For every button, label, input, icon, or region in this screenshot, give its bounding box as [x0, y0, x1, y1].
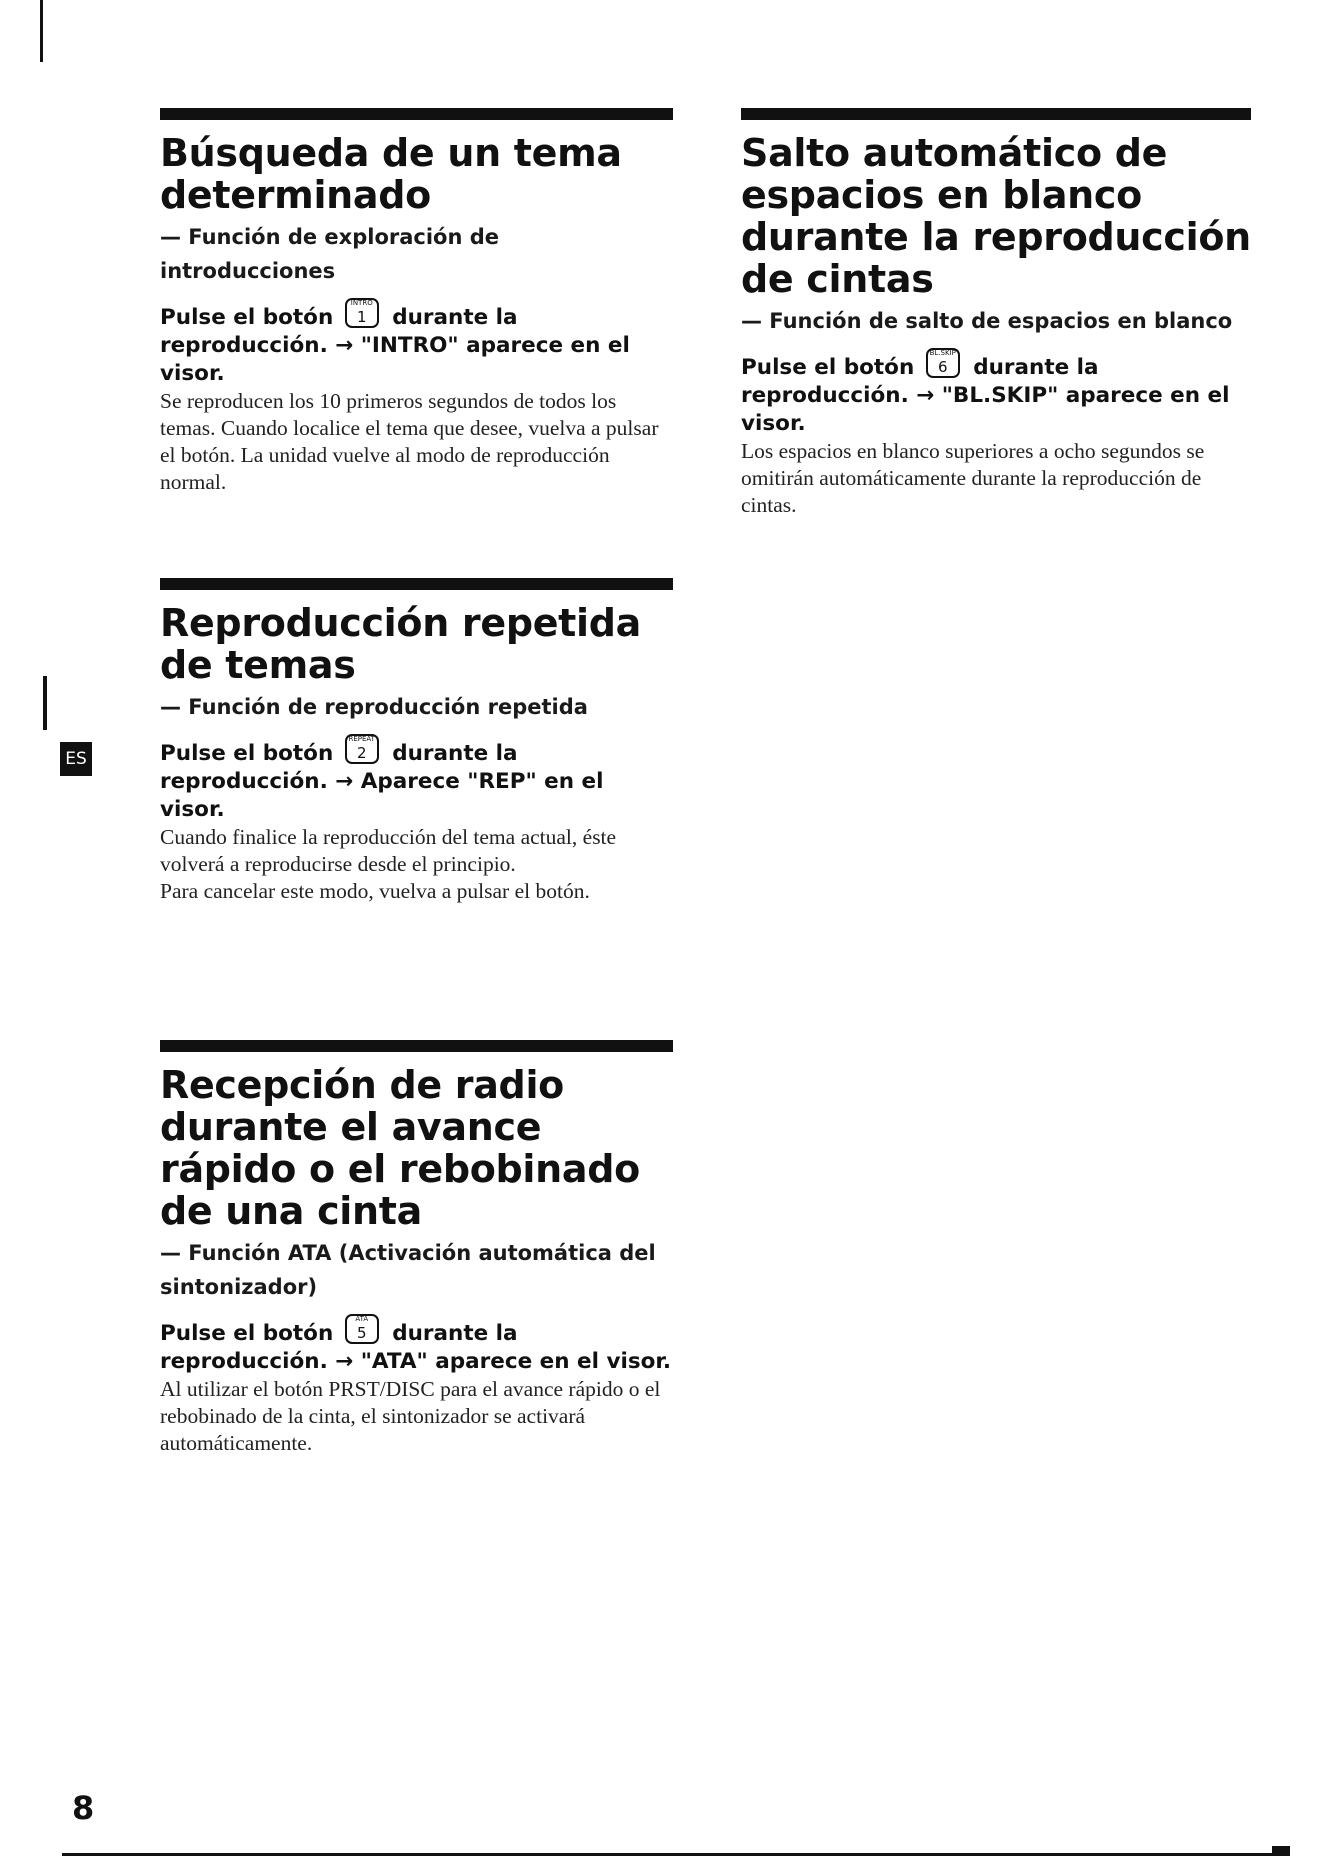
button-number: 6: [937, 358, 948, 376]
section-repeat: [160, 578, 673, 905]
section-title: Búsqueda de un tema determinado: [160, 131, 622, 217]
instruction-prefix: Pulse el botón: [160, 1321, 341, 1346]
button-number: 2: [356, 744, 367, 762]
button-caption: REPEAT: [348, 735, 375, 743]
section-rule: [160, 108, 673, 120]
ata-button-icon: [345, 1314, 379, 1344]
section-subtitle: — Función de exploración de introducciones: [160, 225, 500, 283]
section-instruction: [160, 298, 673, 388]
section-instruction: [160, 1314, 673, 1376]
blskip-button-icon: [926, 348, 960, 378]
section-body: Se reproducen los 10 primeros segundos de todos los temas. Cuando localice el tema que desee, vuelva a pulsar el botón. La unidad vuelve al modo de reproducción normal.: [160, 389, 659, 494]
section-body: Los espacios en blanco superiores a ocho segundos se omitirán automáticamente durante la reproducción de cintas.: [741, 439, 1205, 517]
button-number: 5: [356, 1324, 367, 1342]
bottom-rule-end: [1272, 1846, 1290, 1856]
language-tab: ES: [60, 742, 92, 776]
section-body: Cuando finalice la reproducción del tema actual, éste volverá a reproducirse desde el principio.: [160, 825, 617, 876]
section-instruction: [741, 348, 1251, 438]
repeat-button-icon: [345, 734, 379, 764]
section-rule: [160, 1040, 673, 1052]
section-title: Recepción de radio durante el avance rápido o el rebobinado de una cinta: [160, 1063, 640, 1233]
instruction-prefix: Pulse el botón: [160, 741, 341, 766]
scan-mark-top: [40, 0, 43, 62]
section-subtitle: — Función de salto de espacios en blanco: [741, 309, 1233, 333]
instruction-prefix: Pulse el botón: [741, 355, 922, 380]
button-number: 1: [356, 308, 367, 326]
section-rule: [160, 578, 673, 590]
section-instruction: [160, 734, 673, 824]
instruction-suffix: durante la reproducción. → Aparece "REP" en el visor.: [160, 741, 604, 822]
section-subtitle: — Función ATA (Activación automática del sintonizador): [160, 1241, 656, 1299]
section-rule: [741, 108, 1251, 120]
scan-mark-left: [43, 676, 47, 730]
button-caption: INTRO: [350, 299, 373, 307]
section-intro-scan: [160, 108, 673, 496]
bottom-rule: [62, 1853, 1290, 1856]
section-title: Reproducción repetida de temas: [160, 601, 642, 687]
section-title: Salto automático de espacios en blanco durante la reproducción de cintas: [741, 131, 1251, 301]
button-caption: BL.SKIP: [929, 349, 956, 357]
instruction-prefix: Pulse el botón: [160, 305, 341, 330]
instruction-suffix: durante la reproducción. → "INTRO" aparece en el visor.: [160, 305, 630, 386]
button-caption: ATA: [355, 1315, 369, 1323]
section-blank-skip: [741, 108, 1251, 519]
instruction-suffix: durante la reproducción. → "BL.SKIP" aparece en el visor.: [741, 355, 1230, 436]
page-number: 8: [72, 1789, 95, 1827]
instruction-suffix: durante la reproducción. → "ATA" aparece en el visor.: [160, 1321, 672, 1374]
section-subtitle: — Función de reproducción repetida: [160, 695, 588, 719]
section-body: Al utilizar el botón PRST/DISC para el avance rápido o el rebobinado de la cinta, el sintonizador se activará automáticamente.: [160, 1377, 661, 1455]
section-body-note: Para cancelar este modo, vuelva a pulsar el botón.: [160, 879, 590, 903]
intro-button-icon: [345, 298, 379, 328]
section-ata: [160, 1040, 673, 1457]
